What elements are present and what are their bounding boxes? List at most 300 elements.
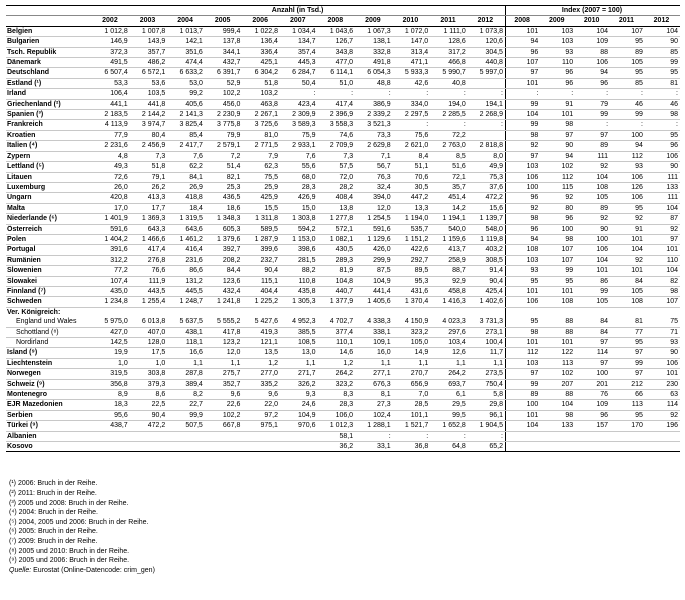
cell-absolute: 408,4: [318, 193, 356, 203]
cell-index: 112: [505, 348, 540, 358]
cell-absolute: 605,3: [205, 224, 243, 234]
cell-absolute: 1 369,3: [130, 214, 168, 224]
cell-absolute: 1 007,8: [130, 26, 168, 36]
cell-absolute: 426,9: [280, 193, 318, 203]
cell-absolute: 123,6: [205, 276, 243, 286]
cell-index: 196: [645, 421, 680, 431]
cell-index: 95: [610, 37, 645, 47]
cell-absolute: [242, 307, 280, 317]
cell-absolute: 352,7: [205, 379, 243, 389]
footnote: (⁸) 2005 und 2010: Bruch in der Reihe.: [9, 547, 130, 555]
cell-absolute: 1 348,3: [205, 214, 243, 224]
cell-absolute: 4 702,7: [318, 317, 356, 327]
cell-index: 90: [645, 348, 680, 358]
cell-absolute: [205, 442, 243, 452]
cell-index: 97: [505, 151, 540, 161]
cell-absolute: 14,2: [430, 203, 468, 213]
footnote: (⁴) 2004: Bruch in der Reihe.: [9, 509, 98, 517]
cell-index: 111: [645, 193, 680, 203]
cell-absolute: 7,6: [167, 151, 205, 161]
cell-index: [610, 431, 645, 441]
cell-index: 108: [540, 297, 575, 307]
cell-absolute: 111,9: [130, 276, 168, 286]
cell-absolute: 463,8: [242, 99, 280, 109]
cell-absolute: 432,4: [205, 286, 243, 296]
cell-absolute: 440,8: [468, 58, 506, 68]
cell-absolute: 109,1: [355, 338, 393, 348]
table-row: [6, 276, 680, 286]
cell-absolute: 436,5: [205, 193, 243, 203]
cell-absolute: :: [280, 89, 318, 99]
cell-absolute: 419,3: [242, 327, 280, 337]
cell-absolute: 50,4: [280, 78, 318, 88]
cell-index: 102: [540, 162, 575, 172]
header-year-abs: 2008: [318, 16, 356, 26]
cell-absolute: 35,7: [430, 182, 468, 192]
cell-index: 157: [575, 421, 610, 431]
cell-index: 101: [645, 245, 680, 255]
header-year-abs: 2003: [130, 16, 168, 26]
cell-absolute: [468, 307, 506, 317]
cell-absolute: [205, 431, 243, 441]
cell-absolute: 435,0: [92, 286, 130, 296]
cell-absolute: 29,5: [430, 400, 468, 410]
row-label: England und Wales: [6, 317, 92, 327]
cell-absolute: 3 725,6: [242, 120, 280, 130]
cell-index: 101: [505, 78, 540, 88]
table-row: [6, 26, 680, 36]
cell-absolute: 425,1: [242, 58, 280, 68]
table-row: [6, 110, 680, 120]
cell-absolute: 1 288,1: [355, 421, 393, 431]
cell-absolute: 1 904,5: [468, 421, 506, 431]
cell-absolute: 643,3: [130, 224, 168, 234]
cell-absolute: 472,2: [468, 193, 506, 203]
cell-absolute: 413,7: [430, 245, 468, 255]
cell-absolute: 2 771,5: [242, 141, 280, 151]
cell-absolute: 55,6: [280, 162, 318, 172]
header-group-row: [6, 6, 680, 16]
table-row: [6, 421, 680, 431]
cell-absolute: 194,1: [468, 99, 506, 109]
cell-index: 103: [540, 37, 575, 47]
cell-absolute: 258,9: [430, 255, 468, 265]
cell-index: 93: [645, 338, 680, 348]
cell-absolute: 413,3: [130, 193, 168, 203]
cell-absolute: [205, 307, 243, 317]
cell-absolute: 344,1: [205, 47, 243, 57]
cell-absolute: 1 022,8: [242, 26, 280, 36]
cell-absolute: 308,5: [468, 255, 506, 265]
cell-absolute: 28,3: [318, 400, 356, 410]
cell-absolute: 30,5: [393, 182, 431, 192]
cell-absolute: 398,6: [280, 245, 318, 255]
cell-absolute: 438,7: [92, 421, 130, 431]
cell-index: 63: [645, 390, 680, 400]
cell-absolute: :: [393, 431, 431, 441]
cell-absolute: 37,6: [468, 182, 506, 192]
cell-absolute: 51,6: [430, 162, 468, 172]
cell-absolute: 22,0: [242, 400, 280, 410]
cell-absolute: 2 933,1: [280, 141, 318, 151]
cell-absolute: 4 113,9: [92, 120, 130, 130]
cell-absolute: 451,4: [430, 193, 468, 203]
cell-absolute: 1 073,8: [468, 26, 506, 36]
cell-absolute: 273,5: [468, 369, 506, 379]
cell-absolute: 106,4: [92, 89, 130, 99]
cell-index: 107: [645, 297, 680, 307]
cell-absolute: 264,2: [430, 369, 468, 379]
cell-absolute: 1 151,2: [393, 234, 431, 244]
table-row: [6, 234, 680, 244]
cell-absolute: 3 825,4: [167, 120, 205, 130]
cell-absolute: 85,4: [167, 130, 205, 140]
header-group-absolute: Anzahl (in Tsd.): [92, 6, 505, 16]
cell-index: 98: [505, 130, 540, 140]
cell-absolute: 51,8: [130, 162, 168, 172]
cell-absolute: 28,3: [280, 182, 318, 192]
crime-statistics-table: [6, 5, 680, 452]
header-year-abs: 2002: [92, 16, 130, 26]
table-row: [6, 369, 680, 379]
cell-index: 230: [645, 379, 680, 389]
cell-absolute: 332,8: [355, 47, 393, 57]
cell-absolute: 101,1: [393, 410, 431, 420]
cell-index: 84: [575, 317, 610, 327]
table-row: [6, 338, 680, 348]
cell-absolute: [167, 442, 205, 452]
table-row: [6, 390, 680, 400]
row-label: Zypern: [6, 151, 92, 161]
cell-absolute: 17,7: [130, 203, 168, 213]
cell-absolute: 1 319,5: [167, 214, 205, 224]
cell-absolute: :: [393, 89, 431, 99]
cell-absolute: 1 067,3: [355, 26, 393, 36]
cell-index: 106: [645, 358, 680, 368]
cell-index: 101: [505, 410, 540, 420]
cell-absolute: 1 277,8: [318, 214, 356, 224]
table-row: [6, 162, 680, 172]
cell-absolute: 1 461,2: [167, 234, 205, 244]
cell-absolute: 1 377,9: [318, 297, 356, 307]
cell-index: 99: [610, 110, 645, 120]
cell-index: :: [610, 120, 645, 130]
cell-index: 88: [540, 390, 575, 400]
cell-index: 95: [505, 276, 540, 286]
row-label: Schottland (⁸): [6, 327, 92, 337]
cell-absolute: 1 153,0: [280, 234, 318, 244]
cell-absolute: 2 144,2: [130, 110, 168, 120]
cell-absolute: 8,0: [468, 151, 506, 161]
cell-absolute: 1 139,7: [468, 214, 506, 224]
cell-absolute: 326,2: [280, 379, 318, 389]
cell-absolute: 356,8: [92, 379, 130, 389]
cell-absolute: 108,5: [280, 338, 318, 348]
cell-index: 108: [575, 182, 610, 192]
cell-absolute: 5,8: [468, 390, 506, 400]
cell-absolute: 417,8: [205, 327, 243, 337]
cell-index: 98: [540, 410, 575, 420]
cell-index: 92: [540, 193, 575, 203]
cell-absolute: 17,0: [92, 203, 130, 213]
cell-absolute: 126,7: [318, 37, 356, 47]
cell-absolute: [280, 442, 318, 452]
table-row: [6, 327, 680, 337]
cell-index: 114: [575, 348, 610, 358]
cell-index: 95: [645, 68, 680, 78]
cell-index: 93: [505, 266, 540, 276]
cell-index: 97: [575, 130, 610, 140]
table-container: [6, 5, 680, 575]
cell-absolute: 120,6: [468, 37, 506, 47]
cell-index: 89: [575, 141, 610, 151]
cell-absolute: 104,9: [280, 410, 318, 420]
cell-index: 122: [540, 348, 575, 358]
cell-absolute: 1,0: [130, 358, 168, 368]
cell-index: [505, 431, 540, 441]
cell-absolute: 312,2: [92, 255, 130, 265]
cell-index: 112: [610, 151, 645, 161]
cell-absolute: 4 338,3: [355, 317, 393, 327]
cell-absolute: 2 141,3: [167, 110, 205, 120]
header-year-index: 2009: [540, 16, 575, 26]
cell-absolute: 121,1: [242, 338, 280, 348]
cell-absolute: 99,9: [167, 410, 205, 420]
table-row: [6, 151, 680, 161]
cell-index: 106: [505, 172, 540, 182]
cell-absolute: 194,0: [430, 99, 468, 109]
cell-absolute: 1 303,8: [280, 214, 318, 224]
cell-absolute: 594,2: [280, 224, 318, 234]
cell-absolute: 86,6: [167, 266, 205, 276]
cell-index: 90: [645, 162, 680, 172]
cell-absolute: 137,8: [205, 37, 243, 47]
cell-absolute: 3 558,3: [318, 120, 356, 130]
cell-absolute: 1 379,6: [205, 234, 243, 244]
row-label: Ver. Königreich:: [7, 308, 61, 316]
cell-absolute: 14,6: [318, 348, 356, 358]
cell-index: 105: [610, 58, 645, 68]
cell-absolute: 277,0: [242, 369, 280, 379]
cell-absolute: 443,5: [130, 286, 168, 296]
cell-absolute: 6 114,1: [318, 68, 356, 78]
cell-absolute: [242, 431, 280, 441]
cell-index: 85: [610, 78, 645, 88]
cell-absolute: 72,2: [430, 130, 468, 140]
cell-absolute: 1 466,6: [130, 234, 168, 244]
cell-index: 96: [540, 78, 575, 88]
cell-index: 98: [505, 214, 540, 224]
table-row: [6, 58, 680, 68]
cell-absolute: 4 150,9: [393, 317, 431, 327]
cell-index: 94: [505, 37, 540, 47]
cell-absolute: 2 818,8: [468, 141, 506, 151]
cell-absolute: 51,4: [205, 162, 243, 172]
cell-index: 101: [610, 234, 645, 244]
cell-index: 96: [575, 78, 610, 88]
cell-absolute: 667,8: [205, 421, 243, 431]
cell-absolute: 15,5: [242, 203, 280, 213]
cell-absolute: 1,1: [205, 358, 243, 368]
row-label: Lettland (⁵): [6, 162, 92, 172]
header-empty-cell: [6, 6, 92, 16]
cell-absolute: 9,6: [205, 390, 243, 400]
cell-absolute: 52,9: [205, 78, 243, 88]
row-label: Norwegen: [6, 369, 92, 379]
cell-absolute: 1 129,6: [355, 234, 393, 244]
cell-absolute: 18,6: [205, 203, 243, 213]
cell-absolute: 72,6: [92, 172, 130, 182]
row-label: Finnland (⁷): [6, 286, 92, 296]
cell-index: 170: [610, 421, 645, 431]
cell-index: 96: [505, 193, 540, 203]
cell-absolute: 750,4: [468, 379, 506, 389]
cell-absolute: 3 775,8: [205, 120, 243, 130]
cell-absolute: 110,1: [318, 338, 356, 348]
row-label: Schweden: [6, 297, 92, 307]
cell-absolute: 2 297,5: [393, 110, 431, 120]
cell-absolute: 73,3: [355, 130, 393, 140]
cell-absolute: 1 012,8: [92, 26, 130, 36]
cell-absolute: 49,3: [92, 162, 130, 172]
cell-absolute: 51,8: [242, 78, 280, 88]
cell-absolute: 1,1: [393, 358, 431, 368]
cell-absolute: [280, 431, 318, 441]
table-row: [6, 130, 680, 140]
header-year-abs: 2007: [280, 16, 318, 26]
cell-absolute: 102,2: [205, 89, 243, 99]
cell-absolute: 491,5: [92, 58, 130, 68]
cell-absolute: 458,8: [430, 286, 468, 296]
cell-index: 71: [645, 327, 680, 337]
cell-index: 100: [575, 234, 610, 244]
cell-index: 97: [505, 369, 540, 379]
cell-index: 95: [610, 68, 645, 78]
cell-absolute: 589,5: [242, 224, 280, 234]
row-label: Kosovo: [6, 442, 92, 452]
cell-absolute: 271,7: [280, 369, 318, 379]
cell-absolute: 13,8: [318, 203, 356, 213]
cell-absolute: 138,1: [355, 37, 393, 47]
cell-absolute: 1 370,4: [393, 297, 431, 307]
cell-absolute: 76,3: [355, 172, 393, 182]
cell-index: 91: [540, 99, 575, 109]
cell-absolute: 79,9: [205, 130, 243, 140]
cell-index: 96: [540, 214, 575, 224]
cell-index: 80: [540, 203, 575, 213]
cell-absolute: 1 111,0: [430, 26, 468, 36]
cell-absolute: 96,1: [468, 410, 506, 420]
cell-absolute: 12,0: [355, 203, 393, 213]
cell-index: 101: [540, 286, 575, 296]
cell-index: 85: [645, 47, 680, 57]
cell-index: [575, 442, 610, 452]
cell-absolute: 22,7: [167, 400, 205, 410]
cell-index: 113: [540, 358, 575, 368]
header-empty-cell: [6, 16, 92, 26]
cell-absolute: 28,2: [318, 182, 356, 192]
cell-absolute: 103,4: [430, 338, 468, 348]
cell-absolute: 77,9: [92, 130, 130, 140]
cell-absolute: 6 633,2: [167, 68, 205, 78]
cell-absolute: [167, 307, 205, 317]
cell-absolute: 17,5: [130, 348, 168, 358]
cell-index: 100: [575, 369, 610, 379]
cell-absolute: 1 013,7: [167, 26, 205, 36]
cell-absolute: 273,1: [468, 327, 506, 337]
cell-absolute: 535,7: [393, 224, 431, 234]
header-year-abs: 2004: [167, 16, 205, 26]
cell-index: 101: [645, 369, 680, 379]
cell-absolute: 1 012,3: [318, 421, 356, 431]
cell-index: :: [540, 89, 575, 99]
table-row: [6, 297, 680, 307]
cell-index: 94: [575, 68, 610, 78]
cell-index: 104: [505, 421, 540, 431]
row-label: Ungarn: [6, 193, 92, 203]
row-label: Island (⁹): [6, 348, 92, 358]
cell-absolute: 343,8: [318, 47, 356, 57]
cell-absolute: 2 417,7: [167, 141, 205, 151]
cell-index: 89: [610, 47, 645, 57]
cell-absolute: 441,8: [130, 99, 168, 109]
cell-absolute: 7,9: [242, 151, 280, 161]
cell-index: 133: [540, 421, 575, 431]
cell-index: 84: [610, 276, 645, 286]
cell-index: 104: [575, 255, 610, 265]
cell-absolute: 49,9: [468, 162, 506, 172]
cell-index: 101: [505, 338, 540, 348]
cell-absolute: [430, 307, 468, 317]
cell-absolute: 1 401,9: [92, 214, 130, 224]
cell-absolute: 277,1: [355, 369, 393, 379]
cell-index: 133: [645, 182, 680, 192]
cell-absolute: 445,5: [167, 286, 205, 296]
row-label: Luxemburg: [6, 182, 92, 192]
cell-absolute: :: [468, 431, 506, 441]
cell-index: 84: [575, 327, 610, 337]
cell-absolute: 404,4: [242, 286, 280, 296]
cell-absolute: 975,1: [242, 421, 280, 431]
cell-absolute: 407,0: [130, 327, 168, 337]
cell-absolute: 426,0: [355, 245, 393, 255]
cell-absolute: 432,7: [205, 58, 243, 68]
cell-absolute: 36,8: [393, 442, 431, 452]
row-label: EJR Mazedonien: [6, 400, 92, 410]
row-label: Polen: [6, 234, 92, 244]
cell-absolute: 422,6: [393, 245, 431, 255]
table-row: [6, 182, 680, 192]
cell-index: 115: [540, 182, 575, 192]
source-line: [9, 566, 680, 576]
row-label: Tsch. Republik: [6, 47, 92, 57]
cell-absolute: 317,2: [430, 47, 468, 57]
cell-absolute: :: [355, 431, 393, 441]
cell-index: 111: [575, 151, 610, 161]
cell-index: 106: [505, 297, 540, 307]
cell-index: 103: [505, 162, 540, 172]
cell-index: 46: [610, 99, 645, 109]
cell-index: :: [505, 89, 540, 99]
cell-absolute: 1 404,2: [92, 234, 130, 244]
cell-absolute: 540,0: [430, 224, 468, 234]
cell-absolute: 102,2: [205, 410, 243, 420]
footnotes: [6, 479, 680, 575]
cell-absolute: 2 709,9: [318, 141, 356, 151]
cell-absolute: 90,4: [130, 410, 168, 420]
cell-index: 110: [540, 58, 575, 68]
cell-absolute: :: [318, 89, 356, 99]
